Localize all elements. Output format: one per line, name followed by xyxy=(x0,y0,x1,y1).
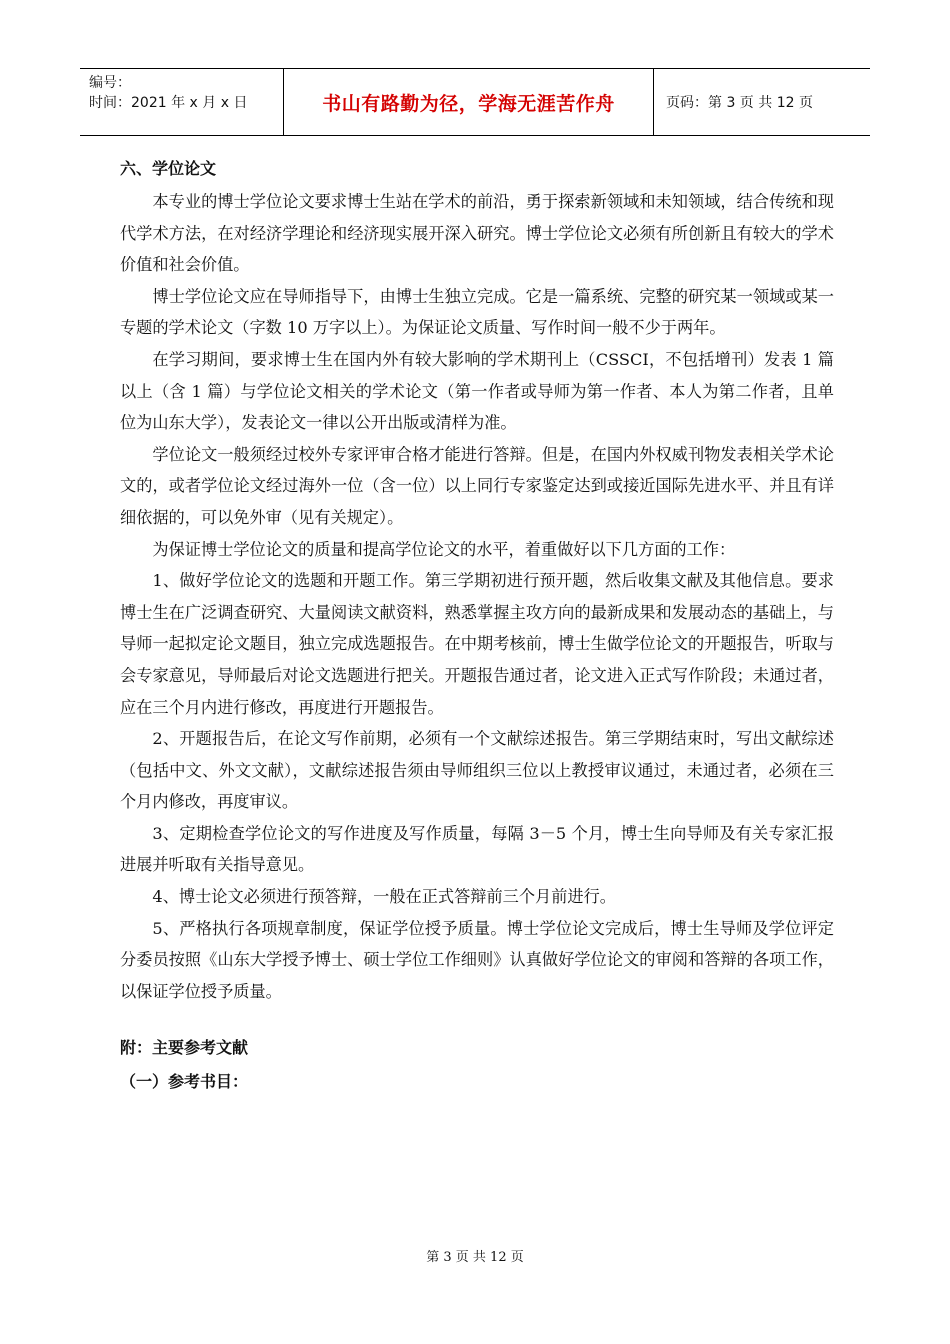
paragraph: 2、开题报告后，在论文写作前期，必须有一个文献综述报告。第三学期结束时，写出文献综述（包括中文、外文文献），文献综述报告须由导师组织三位以上教授审议通过，未通过者，必须在三个月内修改，再度审议。 xyxy=(120,729,834,812)
paragraph: 5、严格执行各项规章制度，保证学位授予质量。博士学位论文完成后，博士生导师及学位评定分委员按照《山东大学授予博士、硕士学位工作细则》认真做好学位论文的审阅和答辩的各项工作，以保证学位授予质量。 xyxy=(120,918,834,1001)
appendix-subtitle: （一）参考书目： xyxy=(120,1072,249,1092)
paragraph: 博士学位论文应在导师指导下，由博士生独立完成。它是一篇系统、完整的研究某一领域或某一专题的学术论文（字数 10 万字以上）。为保证论文质量、写作时间一般不少于两年。 xyxy=(120,286,834,338)
spacer xyxy=(120,1007,834,1031)
appendix-title: 附：主要参考文献 xyxy=(120,1038,249,1058)
document-body xyxy=(120,152,834,1099)
paragraph: 3、定期检查学位论文的写作进度及写作质量，每隔 3－5 个月，博士生向导师及有关专家汇报进展并听取有关指导意见。 xyxy=(120,823,834,875)
paragraph: 本专业的博士学位论文要求博士生站在学术的前沿，勇于探索新领域和未知领域，结合传统和现代学术方法，在对经济学理论和经济现实展开深入研究。博士学位论文必须有所创新且有较大的学术价值和社会价值。 xyxy=(120,192,834,275)
section-title: 六、学位论文 xyxy=(120,159,217,178)
time-label: 时间：2021 年 x 月 x 日 xyxy=(89,95,248,111)
paragraph: 1、做好学位论文的选题和开题工作。第三学期初进行预开题，然后收集文献及其他信息。要求博士生在广泛调查研究、大量阅读文献资料，熟悉掌握主攻方向的最新成果和发展动态的基础上，与导师一起拟定论文题目，独立完成选题报告。在中期考核前，博士生做学位论文的开题报告，听取与会专家意见，导师最后对论文选题进行把关。开题报告通过者，论文进入正式写作阶段；未通过者，应在三个月内进行修改，再度进行开题报告。 xyxy=(120,571,834,717)
paragraph: 4、博士论文必须进行预答辩，一般在正式答辩前三个月前进行。 xyxy=(152,887,616,907)
page-header xyxy=(80,68,870,136)
header-motto: 书山有路勤为径，学海无涯苦作舟 xyxy=(284,69,654,135)
paragraph: 在学习期间，要求博士生在国内外有较大影响的学术期刊上（CSSCI，不包括增刊）发表 1 篇以上（含 1 篇）与学位论文相关的学术论文（第一作者或导师为第一作者、本人为第二作者，且单位为山东大学），发表论文一律以公开出版或清样为准。 xyxy=(120,349,834,433)
paragraph: 为保证博士学位论文的质量和提高学位论文的水平，着重做好以下几方面的工作： xyxy=(152,539,736,559)
paragraph: 学位论文一般须经过校外专家评审合格才能进行答辩。但是，在国内外权威刊物发表相关学术论文的，或者学位论文经过海外一位（含一位）以上同行专家鉴定达到或接近国际先进水平、并且有详细依据的，可以免外审（见有关规定）。 xyxy=(120,444,834,527)
header-page-info: 页码：第 3 页 共 12 页 xyxy=(666,95,813,111)
page-footer: 第 3 页 共 12 页 xyxy=(426,1250,524,1265)
number-label: 编号： xyxy=(89,75,131,91)
header-meta xyxy=(80,69,284,135)
